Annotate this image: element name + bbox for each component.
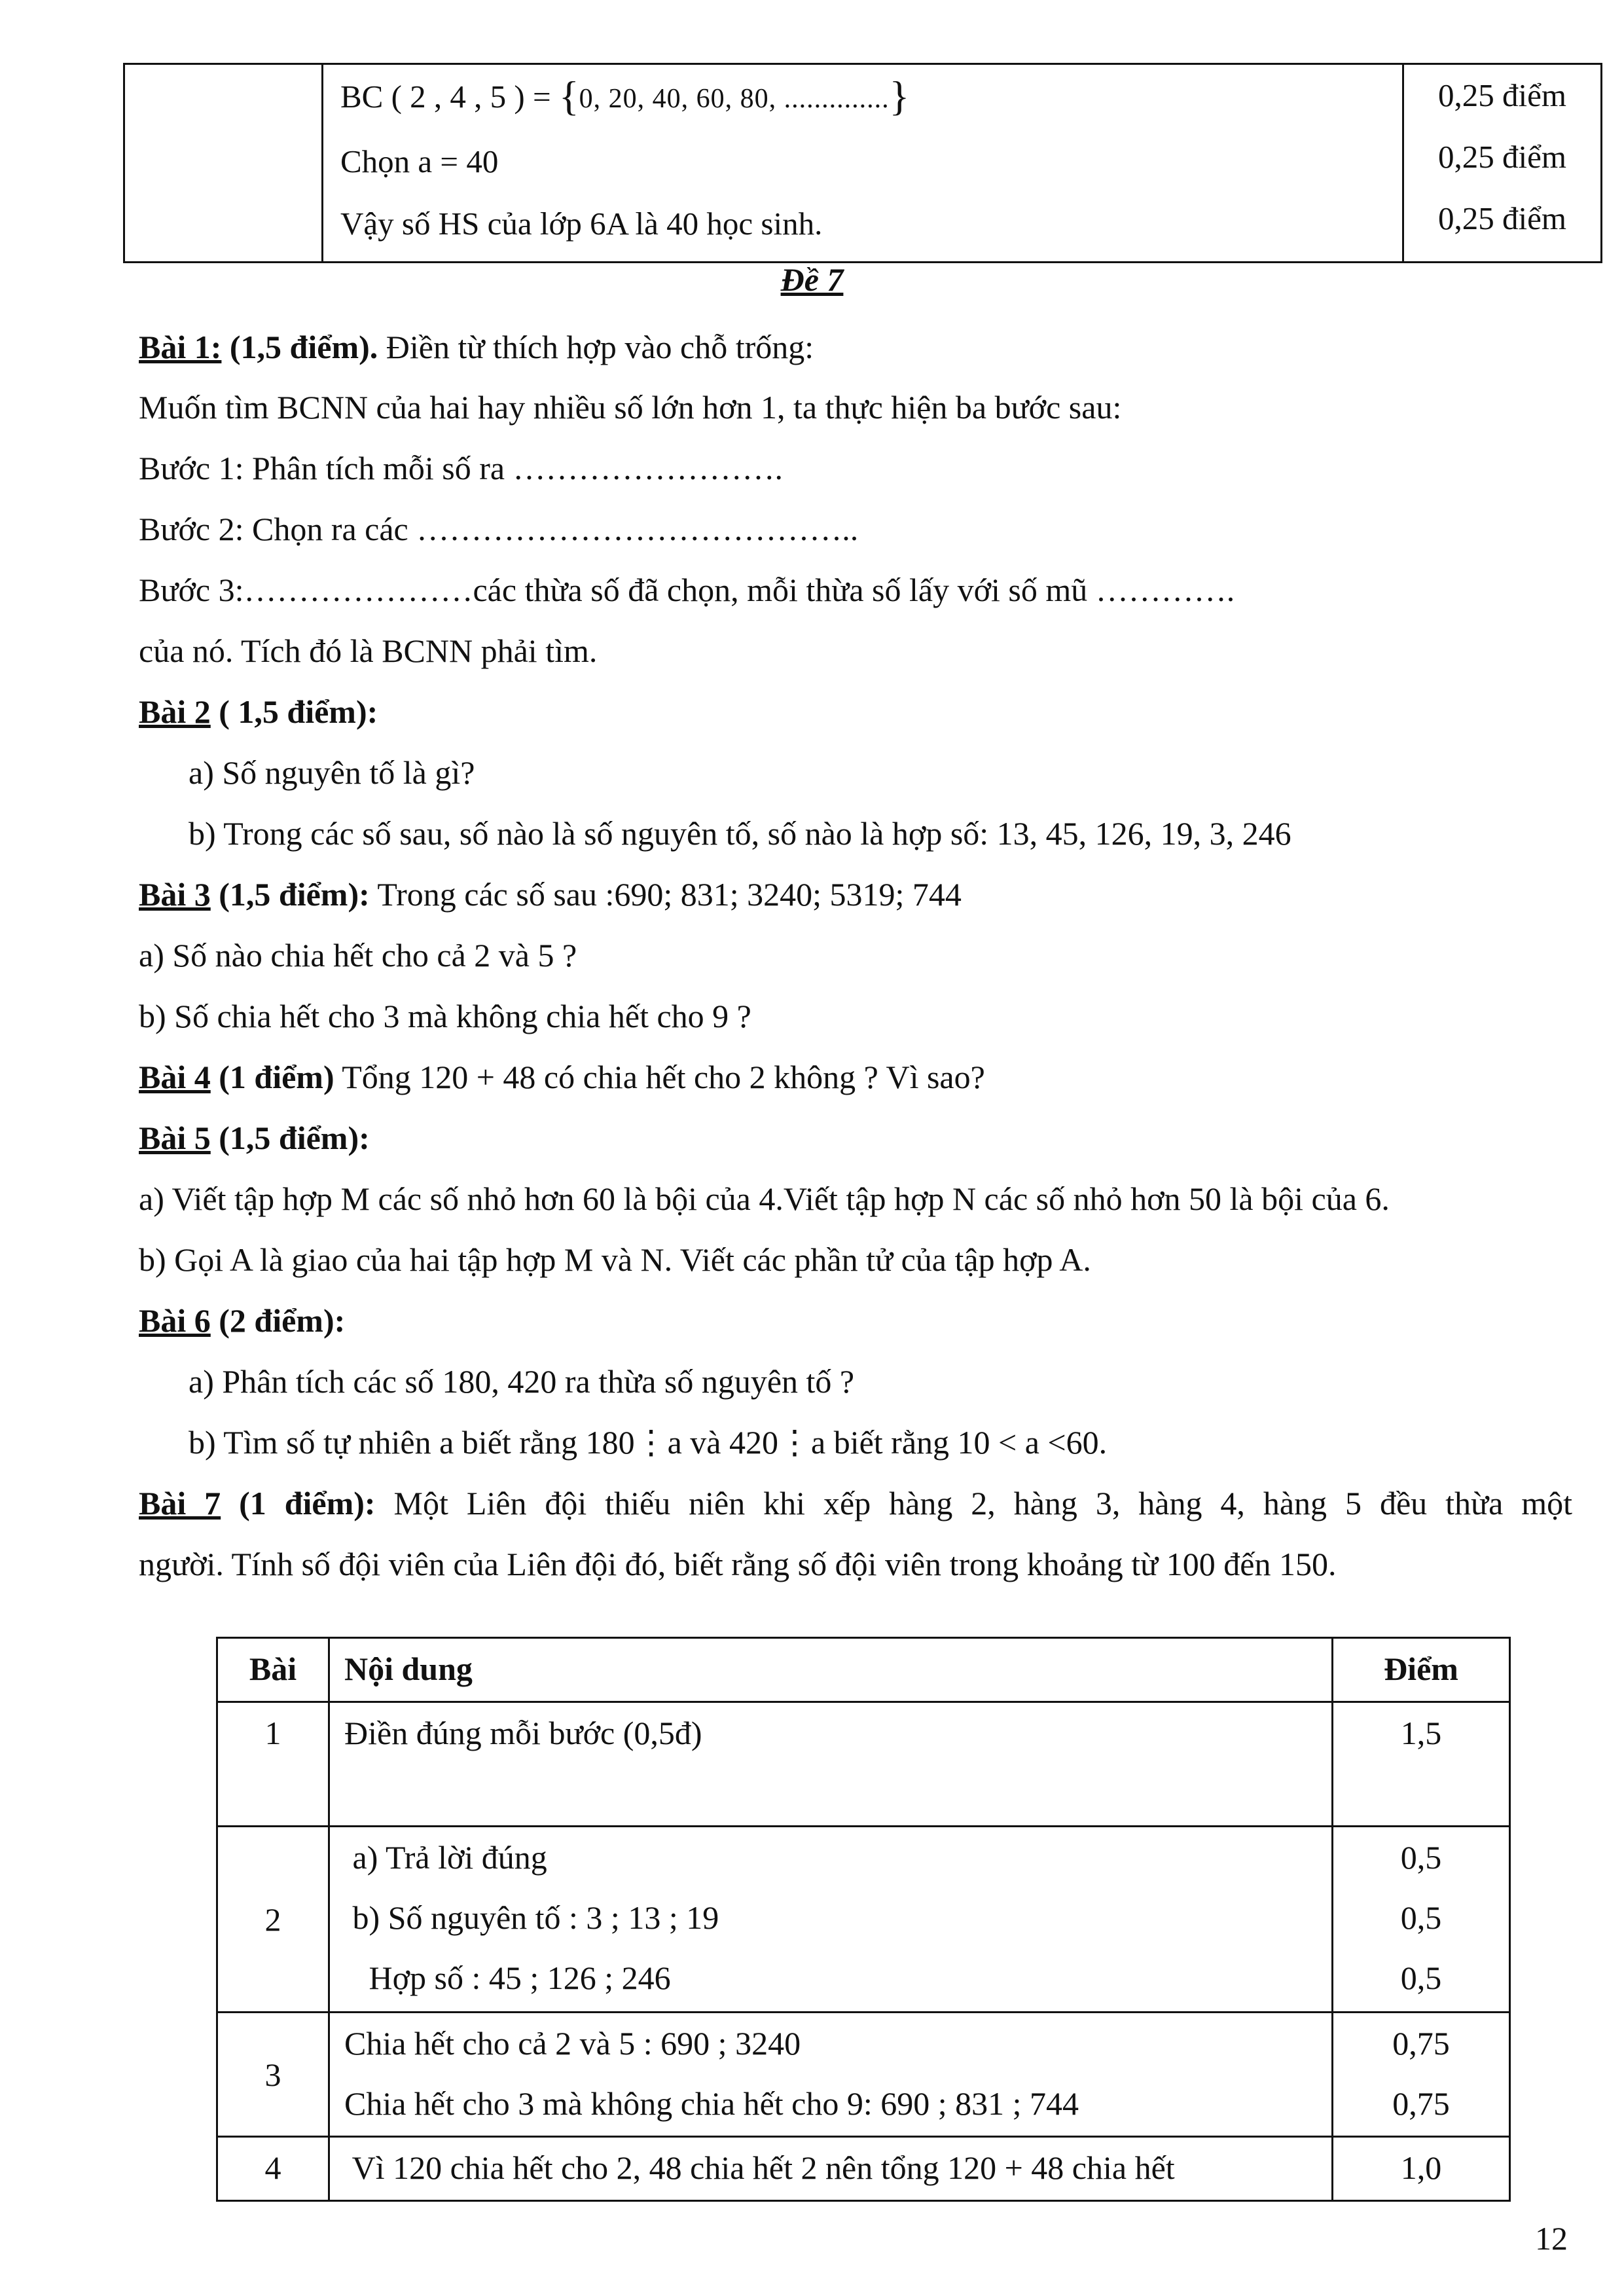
bai4-heading [139, 1057, 985, 1097]
table-row [217, 2137, 1510, 2201]
section-title: Đề 7 [780, 261, 844, 298]
bai7-heading [139, 1484, 1572, 1523]
bai1-label: Bài 1: [139, 329, 222, 365]
bai6-b: b) Tìm số tự nhiên a biết rằng 180⋮a và 420⋮a biết rằng 10 < a <60. [189, 1424, 1108, 1461]
content-line: Chia hết cho cả 2 và 5 : 690 ; 3240 [344, 2025, 801, 2062]
content-line: Điền đúng mỗi bước (0,5đ) [344, 1715, 702, 1751]
content-line: Hợp số : 45 ; 126 ; 246 [344, 1959, 671, 1996]
bai2-b: b) Trong các số sau, số nào là số nguyên tố, số nào là hợp số: 13, 45, 126, 19, 3, 246 [189, 815, 1291, 852]
table-row [124, 64, 1602, 263]
bai5-points: (1,5 điểm): [210, 1120, 370, 1156]
row-score [1333, 2013, 1510, 2137]
previous-answer-table [123, 63, 1602, 263]
score: 1,0 [1400, 2149, 1442, 2186]
row-score [1333, 1827, 1510, 2013]
answer-table [216, 1637, 1511, 2202]
table-row [217, 1702, 1510, 1827]
row-score [1333, 1702, 1510, 1827]
bai2-a: a) Số nguyên tố là gì? [189, 754, 475, 791]
brace-close: } [889, 73, 910, 119]
bai1-heading [139, 327, 814, 367]
score: 0,25 điểm [1438, 139, 1566, 175]
bc-label: BC ( 2 , 4 , 5 ) = [340, 79, 559, 115]
score: 0,5 [1400, 1959, 1442, 1996]
bai7-text2: người. Tính số đội viên của Liên đội đó, biết rằng số đội viên trong khoảng từ 100 đến 150. [139, 1546, 1337, 1582]
bai4-label: Bài 4 [139, 1059, 211, 1095]
score: 0,75 [1392, 2085, 1450, 2122]
bai2-label: Bài 2 [139, 693, 211, 730]
score: 0,75 [1392, 2025, 1450, 2062]
row-bai [217, 1827, 329, 2013]
bai6-heading [139, 1301, 345, 1340]
bai5-label: Bài 5 [139, 1120, 211, 1156]
brace-open: { [558, 73, 579, 119]
row-content [329, 1702, 1333, 1827]
bai-number: 4 [264, 2149, 281, 2186]
content-line: b) Số nguyên tố : 3 ; 13 ; 19 [344, 1899, 719, 1936]
score: 1,5 [1400, 1715, 1442, 1751]
set-elements: 0, 20, 40, 60, 80, .............. [579, 84, 890, 114]
bai1-end: của nó. Tích đó là BCNN phải tìm. [139, 632, 598, 669]
bai4-text: Tổng 120 + 48 có chia hết cho 2 không ? Vì sao? [334, 1059, 985, 1095]
score: 0,5 [1400, 1899, 1442, 1936]
bai3-a: a) Số nào chia hết cho cả 2 và 5 ? [139, 937, 577, 974]
row-bai [217, 2013, 329, 2137]
conclusion-line: Vậy số HS của lớp 6A là 40 học sinh. [340, 206, 823, 242]
table-cell-scores [1403, 64, 1602, 263]
bai3-label: Bài 3 [139, 876, 211, 913]
bc-set-line [340, 65, 1402, 130]
header-noi-dung: Nội dung [329, 1638, 1333, 1702]
bai6-label: Bài 6 [139, 1302, 211, 1339]
table-header-row [217, 1638, 1510, 1702]
table-row [217, 1827, 1510, 2013]
row-bai [217, 2137, 329, 2201]
bai6-a: a) Phân tích các số 180, 420 ra thừa số nguyên tố ? [189, 1363, 855, 1400]
bai4-points: (1 điểm) [210, 1059, 334, 1095]
row-score [1333, 2137, 1510, 2201]
score: 0,5 [1400, 1839, 1442, 1876]
bai3-b: b) Số chia hết cho 3 mà không chia hết cho 9 ? [139, 998, 751, 1034]
bai-number: 2 [264, 1901, 281, 1938]
bai3-points: (1,5 điểm): [210, 876, 370, 913]
content-line: Chia hết cho 3 mà không chia hết cho 9: 690 ; 831 ; 744 [344, 2085, 1079, 2122]
table-cell-content [323, 64, 1403, 263]
row-content [329, 2137, 1333, 2201]
header-diem: Điểm [1333, 1638, 1510, 1702]
bai1-text: Điền từ thích hợp vào chỗ trống: [378, 329, 814, 365]
bai7-points: (1 điểm): [221, 1485, 376, 1522]
score: 0,25 điểm [1438, 200, 1566, 236]
bai5-b: b) Gọi A là giao của hai tập hợp M và N. Viết các phần tử của tập hợp A. [139, 1241, 1091, 1278]
bai2-points: ( 1,5 điểm): [210, 693, 378, 730]
page-number: 12 [1535, 2220, 1568, 2257]
row-content [329, 2013, 1333, 2137]
bai-number: 1 [264, 1715, 281, 1751]
choose-a-line: Chọn a = 40 [340, 143, 499, 179]
row-bai [217, 1702, 329, 1827]
table-cell-empty [124, 64, 323, 263]
score: 0,25 điểm [1438, 77, 1566, 113]
bai2-heading [139, 692, 378, 731]
table-row [217, 2013, 1510, 2137]
bai6-points: (2 điểm): [210, 1302, 346, 1339]
row-content [329, 1827, 1333, 2013]
bai1-step1: Bước 1: Phân tích mỗi số ra ……………………. [139, 450, 784, 486]
bai1-intro: Muốn tìm BCNN của hai hay nhiều số lớn hơn 1, ta thực hiện ba bước sau: [139, 389, 1122, 426]
bai3-heading [139, 875, 962, 914]
bai1-step2: Bước 2: Chọn ra các ………………………………….. [139, 511, 859, 547]
content-line: a) Trả lời đúng [344, 1839, 547, 1876]
content-line: Vì 120 chia hết cho 2, 48 chia hết 2 nên tổng 120 + 48 chia hết [344, 2149, 1175, 2186]
bai7-label: Bài 7 [139, 1485, 221, 1522]
header-bai: Bài [217, 1638, 329, 1702]
bai5-a: a) Viết tập hợp M các số nhỏ hơn 60 là bội của 4.Viết tập hợp N các số nhỏ hơn 50 là bội của 6. [139, 1180, 1390, 1217]
bai-number: 3 [264, 2056, 281, 2093]
bai1-points: (1,5 điểm). [221, 329, 378, 365]
bai5-heading [139, 1118, 370, 1157]
bai1-step3: Bước 3:…………………các thừa số đã chọn, mỗi thừa số lấy với số mũ …………. [139, 572, 1235, 608]
bai7-text1: Một Liên đội thiếu niên khi xếp hàng 2, hàng 3, hàng 4, hàng 5 đều thừa một [375, 1485, 1572, 1522]
bai3-text: Trong các số sau :690; 831; 3240; 5319; 744 [369, 876, 962, 913]
